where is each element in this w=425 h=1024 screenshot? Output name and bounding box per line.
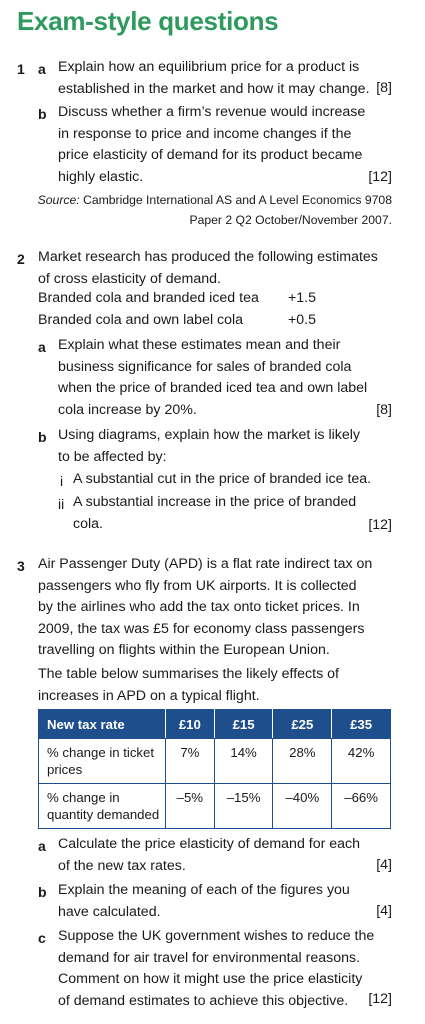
row-label: % change in quantity demanded — [39, 784, 166, 829]
table-cell: 14% — [214, 739, 273, 784]
column-header: £25 — [273, 710, 332, 739]
question-text: Discuss whether a firm’s revenue would increase in response to price and income changes if the price elasticity of demand for its product became highly elastic. — [58, 104, 366, 185]
question-text: Explain what these estimates mean and their business significance for sales of branded cola when the price of branded iced tea and own label cola increase by 20%. — [58, 337, 368, 418]
table-cell: –66% — [332, 784, 391, 829]
part-letter: b — [38, 106, 47, 122]
part-letter: a — [38, 838, 46, 854]
question-text: Air Passenger Duty (APD) is a flat rate indirect tax on passengers who fly from UK airports. It is collected by the airlines who add the tax onto ticket prices. In 2009, the tax was £5 for economy class passengers travelling on flights within the European Union. — [38, 556, 373, 658]
question-text: Explain how an equilibrium price for a product is established in the market and how it may change. — [58, 59, 370, 97]
marks: [4] — [376, 903, 392, 919]
table-row — [39, 784, 391, 829]
part-letter: b — [38, 884, 47, 900]
marks: [12] — [368, 517, 392, 533]
marks: [12] — [368, 991, 392, 1007]
table-cell: 7% — [166, 739, 215, 784]
table-cell: –5% — [166, 784, 215, 829]
part-letter: a — [38, 339, 46, 355]
question-number: 1 — [17, 61, 25, 77]
row-label: % change in ticket prices — [39, 739, 166, 784]
question-text: Suppose the UK government wishes to reduce the demand for air travel for environmental reasons. Comment on how it might use the price elasticity of demand estimates to achieve this objective. — [58, 928, 375, 1009]
table-cell: 28% — [273, 739, 332, 784]
question-number: 3 — [17, 558, 25, 574]
marks: [8] — [376, 402, 392, 418]
source-citation: Source: Cambridge International AS and A Level Economics 9708 Paper 2 Q2 October/November 2007. — [37, 193, 392, 227]
question-text: Using diagrams, explain how the market is likely to be affected by: — [58, 427, 361, 465]
page-title: Exam-style questions — [17, 6, 279, 36]
table-cell: –40% — [273, 784, 332, 829]
apd-table — [38, 709, 391, 829]
part-letter: a — [38, 61, 46, 77]
subpart-number: ii — [58, 496, 65, 512]
subpart-number: i — [60, 473, 64, 489]
question-text: A substantial increase in the price of branded cola. — [73, 494, 357, 532]
part-letter: c — [38, 930, 46, 946]
question-text: A substantial cut in the price of branded ice tea. — [73, 471, 372, 487]
question-number: 2 — [17, 251, 25, 267]
question-text: Market research has produced the following estimates of cross elasticity of demand. — [38, 249, 378, 287]
table-row — [39, 739, 391, 784]
question-text: Explain the meaning of each of the figures you have calculated. — [58, 882, 350, 920]
column-header: £35 — [332, 710, 391, 739]
table-cell: –15% — [214, 784, 273, 829]
column-header: £10 — [166, 710, 215, 739]
table-header-row — [39, 710, 391, 739]
column-header: £15 — [214, 710, 273, 739]
part-letter: b — [38, 429, 47, 445]
question-text: Calculate the price elasticity of demand for each of the new tax rates. — [58, 836, 361, 874]
column-header: New tax rate — [39, 710, 166, 739]
question-text: The table below summarises the likely effects of increases in APD on a typical flight. — [38, 666, 339, 704]
marks: [12] — [368, 169, 392, 185]
marks: [4] — [376, 857, 392, 873]
marks: [8] — [376, 80, 392, 96]
table-cell: 42% — [332, 739, 391, 784]
